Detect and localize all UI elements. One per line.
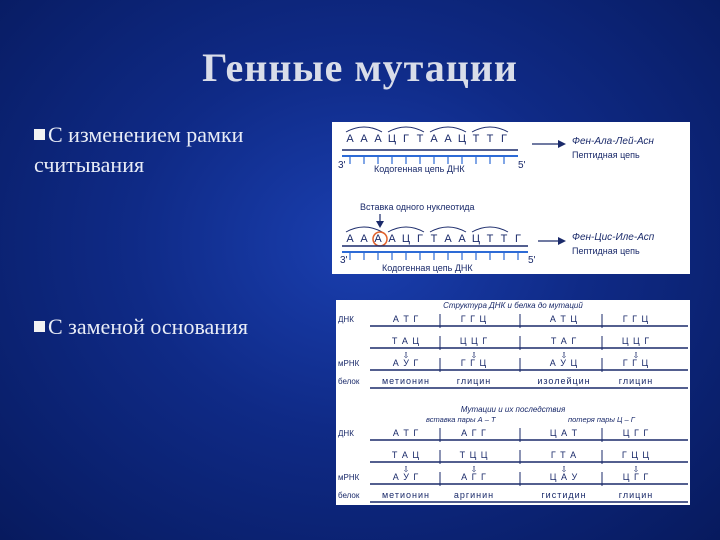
substitution-svg: [336, 300, 690, 505]
nucleotide-letter: А: [444, 133, 452, 145]
peptide-chain-label-top: Пептидная цепь: [572, 150, 640, 160]
row-label: ДНК: [338, 429, 354, 438]
frameshift-diagram: [332, 122, 690, 274]
peptide-top: Фен-Ала-Лей-Асн: [572, 136, 654, 147]
cell-dna2: Т Ц Ц: [459, 450, 489, 460]
row-label: мРНК: [338, 473, 360, 482]
cell-dna2: Г Т А: [550, 450, 578, 460]
end-label-3prime-2: 3': [340, 255, 348, 266]
bullet-substitution: [34, 312, 248, 342]
row-label: ДНК: [338, 315, 354, 324]
cell-dna2: Ц Ц Г: [459, 336, 489, 346]
bullet-substitution-text: С заменой основания: [48, 314, 248, 339]
nucleotide-letter: Ц: [471, 233, 481, 245]
nucleotide-letter: А: [444, 233, 452, 245]
codon-bracket: [388, 127, 424, 132]
strand-ticks-bottom: [350, 252, 518, 260]
block-before-mutation: [338, 314, 688, 388]
caption-insertion: вставка пары А – Т: [426, 415, 496, 424]
cell-dna: А Т Г: [392, 314, 420, 324]
nucleotide-letter: Т: [486, 233, 494, 245]
transcription-arrow-icon: ⇩: [560, 465, 568, 474]
transcription-arrow-icon: ⇩: [470, 351, 478, 360]
nucleotide-letter: Г: [501, 133, 507, 145]
nucleotide-letter: Т: [500, 233, 508, 245]
nucleotide-letter: А: [388, 233, 396, 245]
cell-protein: метионин: [381, 376, 431, 386]
cell-protein: глицин: [618, 490, 654, 500]
cell-dna: Ц А Т: [549, 428, 579, 438]
cell-mrna: А У Г: [392, 472, 420, 482]
cell-mrna: Г Г Ц: [460, 358, 488, 368]
cell-dna: Г Г Ц: [460, 314, 488, 324]
row-label: белок: [338, 491, 360, 500]
cell-mrna: А У Ц: [549, 358, 579, 368]
cell-protein: гистидин: [541, 490, 587, 500]
sequence-bottom: [346, 227, 521, 245]
codon-bracket: [472, 227, 508, 232]
cell-dna: А Г Г: [461, 428, 487, 438]
codon-bracket: [346, 127, 382, 132]
caption-before: Структура ДНК и белка до мутаций: [443, 301, 583, 310]
codon-bracket: [430, 227, 466, 232]
nucleotide-letter: Ц: [401, 233, 411, 245]
cell-mrna: А Г Г: [461, 472, 487, 482]
transcription-arrow-icon: ⇩: [632, 351, 640, 360]
codon-bracket: [346, 227, 382, 232]
caption-loss: потеря пары Ц – Г: [568, 415, 635, 424]
caption-mutations: Мутации и их последствия: [460, 405, 566, 414]
cell-dna2: Т А Ц: [391, 450, 421, 460]
row-label: мРНК: [338, 359, 360, 368]
transcription-arrow-icon: ⇩: [632, 465, 640, 474]
cell-mrna: Ц А У: [549, 472, 579, 482]
nucleotide-letter: Т: [416, 133, 424, 145]
insertion-arrow-head: [376, 221, 384, 228]
nucleotide-letter: Г: [515, 233, 521, 245]
bullet-square-icon: [34, 129, 45, 140]
cell-dna2: Г Ц Ц: [621, 450, 651, 460]
nucleotide-letter: Ц: [457, 133, 467, 145]
end-label-5prime-2: 5': [528, 255, 536, 266]
cell-dna2: Т А Ц: [391, 336, 421, 346]
nucleotide-letter: А: [430, 133, 438, 145]
cell-protein: аргинин: [453, 490, 495, 500]
transcription-arrow-icon: ⇩: [560, 351, 568, 360]
cell-dna2: Ц Ц Г: [621, 336, 651, 346]
bullet-frameshift: [34, 120, 243, 180]
row-label: белок: [338, 377, 360, 386]
codon-bracket: [472, 127, 508, 132]
cell-mrna: Г Г Ц: [622, 358, 650, 368]
codon-bracket: [388, 227, 424, 232]
nucleotide-letter: А: [360, 133, 368, 145]
insertion-label: Вставка одного нуклеотида: [360, 202, 475, 212]
transcription-arrow-icon: ⇩: [402, 465, 410, 474]
nucleotide-letter: А: [374, 133, 382, 145]
nucleotide-letter: А: [360, 233, 368, 245]
nucleotide-letter: Т: [486, 133, 494, 145]
slide-title: Генные мутации: [202, 45, 518, 90]
coding-chain-label-bottom: Кодогенная цепь ДНК: [382, 263, 473, 273]
arrow-top-head: [558, 140, 566, 148]
peptide-chain-label-bottom: Пептидная цепь: [572, 246, 640, 256]
nucleotide-letter: А: [458, 233, 466, 245]
cell-protein: глицин: [618, 376, 654, 386]
end-label-5prime: 5': [518, 160, 526, 171]
arrow-bottom-head: [558, 237, 566, 245]
nucleotide-letter: А: [346, 233, 354, 245]
bullet-frameshift-line2: считывания: [34, 152, 145, 177]
cell-protein: глицин: [456, 376, 492, 386]
cell-protein: метионин: [381, 490, 431, 500]
block-after-mutation: [338, 428, 688, 502]
end-label-3prime: 3': [338, 160, 346, 171]
codon-bracket: [430, 127, 466, 132]
nucleotide-letter: А: [374, 233, 382, 245]
nucleotide-letter: Г: [403, 133, 409, 145]
cell-dna: А Т Г: [392, 428, 420, 438]
cell-dna: Ц Г Г: [622, 428, 650, 438]
cell-dna: Г Г Ц: [622, 314, 650, 324]
strand-ticks-top: [350, 156, 504, 164]
nucleotide-letter: А: [346, 133, 354, 145]
cell-protein: изолейцин: [537, 376, 591, 386]
cell-mrna: Ц Г Г: [622, 472, 650, 482]
frameshift-svg: [332, 122, 690, 274]
sequence-top: [346, 127, 508, 145]
transcription-arrow-icon: ⇩: [402, 351, 410, 360]
nucleotide-letter: Т: [472, 133, 480, 145]
cell-dna: А Т Ц: [549, 314, 579, 324]
bullet-frameshift-line1: С изменением рамки: [48, 122, 244, 147]
bullet-square-icon: [34, 321, 45, 332]
peptide-bottom: Фен-Цис-Иле-Асп: [572, 232, 655, 243]
nucleotide-letter: Г: [417, 233, 423, 245]
nucleotide-letter: Т: [430, 233, 438, 245]
transcription-arrow-icon: ⇩: [470, 465, 478, 474]
substitution-diagram: [336, 300, 690, 505]
coding-chain-label-top: Кодогенная цепь ДНК: [374, 164, 465, 174]
nucleotide-letter: Ц: [387, 133, 397, 145]
cell-mrna: А У Г: [392, 358, 420, 368]
cell-dna2: Т А Г: [550, 336, 578, 346]
